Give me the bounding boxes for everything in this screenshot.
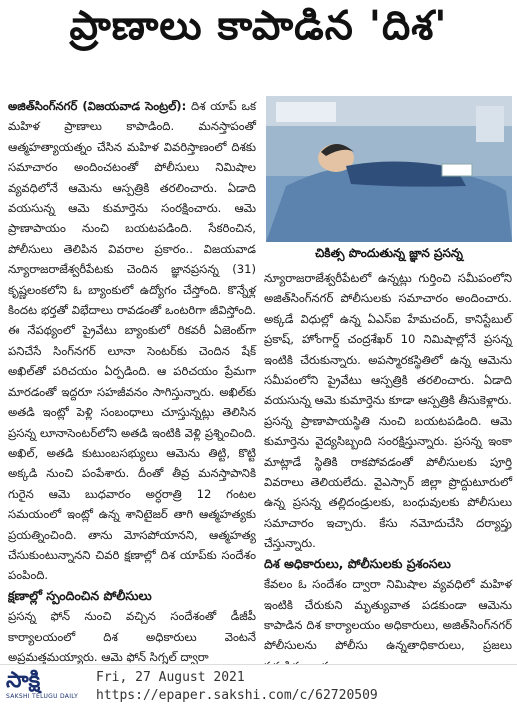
article-text-4: కేవలం ఓ సందేశం ద్వారా నిమిషాల వ్యవధిలో మహిళ ఇంటికి చేరుకుని మృత్యువాత పడకుండా ఆమెను కాపాడిన దిశ కార్యాలయం అధికారులు, అజిత్‌సింగ్‌నగర్ పోలీసులను పోలీసు ఉన్నతాధికారులు, ప్రజలు [264,577,512,653]
article-body-left [8,96,256,586]
photo-caption: చికిత్స పొందుతున్న జ్ఞాన ప్రసన్న [315,246,463,260]
left-column [8,96,256,667]
article-text-1: దిశ యాప్ ఒక మహిళ ప్రాణాలు కాపాడింది. మనస్తాపంతో ఆత్మహత్యాయత్నం చేసిన మహిళ వివరిస్తాణంలో దిశకు సమాచారం అందించటంతో పోలీసులు నిమిషాల వ్యవధిలోనే ఆమెను ఆస్పత్రికి తరలించారు. ఏడాది వయసున్న ఆమె కుమార్తెను సంరక్షించారు. ఆమె ప్రాణాపాయం నుంచి బయటపడింది. సేకరించిన, పోలీసులు తెలిపిన వివరాల ప్రకారం.. విజయవాడ న్యూరాజరాజేశ్వరీపేటకు చెందిన జ్ఞానప్రసన్న (31) కృష్ణలంకలోని ఓ బ్యాంకులో ఉద్యోగం చేస్తోంది. కొన్నేళ్ల కిందట భర్తతో విభేదాలు రావడంతో ఒంటరిగా జీవిస్తోంది. ఈ నేపథ్యంలో ప్రైవేటు బ్యాంకులో రికవరీ ఏజెంట్‌గా పనిచేసే సింగ్‌నగర్ లూనా సెంటర్‌కు చెందిన షేక్ అఖిల్‌తో పరిచయం ఏర్పడింది. ఆ పరిచయం ప్రేమగా మారడంతో ఇద్దరూ సహజీవనం సాగిస్తున్నారు. అఖిల్‌కు అతడి ఇంట్లో పెళ్లి సంబంధాలు చూస్తున్నట్లు తెలిసిన ప్రసన్న లూనాసెంటర్‌లోని అతడి ఇంటికి వెళ్లి ప్రశ్నించింది. అఖిల్, అతడి కుటుంబసభ్యులు ఆమెను తిట్టి, కొట్టి అక్కడి నుంచి పంపేశారు. దీంతో తీవ్ర మనస్తాపానికి గురైన ఆమె బుధవారం అర్ధరాత్రి 12 గంటల సమయంలో ఇంట్లో ఉన్న శానిటైజర్ తాగి ఆత్మహత్యకు ప్రయత్నించింది. తాను మోసపోయానని, ఆత్మహత్య చేసుకుంటున్నానని చివరి క్షణాల్లో దిశ యాప్‌కు సందేశం పంపింది. [8,99,256,583]
subhead-right: దిశ అధికారులు, పోలీసులకు ప్రశంసలు [264,555,451,571]
news-photo [266,96,512,242]
right-column [264,268,512,676]
logo-text: సాక్షి [6,668,41,693]
article-text-2: ప్రసన్న ఫోన్ నుంచి వచ్చిన సందేశంతో డీజీపీ కార్యాలయంలో దిశ అధికారులు వెంటనే అప్రమత్తమయ్యారు. ఆమె ఫోన్ సిగ్నల్ ద్వారా [8,609,256,664]
epaper-url[interactable]: https://epaper.sakshi.com/c/62720509 [96,688,378,703]
logo-subtext: SAKSHI TELUGU DAILY [6,693,79,700]
headline: ప్రాణాలు కాపాడిన 'దిశ' [69,3,448,49]
footer [0,664,517,709]
sakshi-logo [6,669,82,707]
hospital-patient-photo [266,96,512,242]
article-text-3: న్యూరాజరాజేశ్వరీపేటలో ఉన్నట్లు గుర్తించి సమీపంలోని అజిత్‌సింగ్‌నగర్ పోలీసులకు సమాచారం అందించారు. అక్కడే విధుల్లో ఉన్న ఏఎస్‌ఐ హేమచంద్, కానిస్టేబుల్ ప్రకాష్, హోంగార్డ్ చంద్రశేఖర్ 10 నిమిషాల్లోనే ప్రసన్న ఇంటికి చేరుకున్నారు. అపస్మారకస్థితిలో ఉన్న ఆమెను సమీపంలోని ప్రైవేటు ఆస్పత్రికి తరలించారు. ఏడాది వయసున్న ఆమె కుమార్తెను కూడా ఆస్పత్రికి తీసుకెళ్లారు. ప్రసన్న ప్రాణాపాయస్థితి నుంచి బయటపడింది. ఆమె కుమార్తెను వైద్యసిబ్బంది సంరక్షిస్తున్నారు. ప్రసన్న ఇంకా మాట్లాడే స్థితికి రాకపోవడంతో పోలీసులకు పూర్తి వివరాలు తెలియలేదు. వైఎస్సార్ జిల్లా ప్రొద్దుటూరులో ఉన్న ప్రసన్న తల్లిదండ్రులకు, బంధువులకు పోలీసులు సమాచారం ఇచ్చారు. కేసు నమోదుచేసి దర్యాప్తు చేస్తున్నారు. [264,271,512,551]
publication-date: Fri, 27 August 2021 [96,670,245,685]
footer-meta [96,669,378,705]
dateline: అజిత్‌సింగ్‌నగర్ (విజయవాడ సెంట్రల్): [8,99,187,113]
subhead-left: క్షణాల్లో స్పందించిన పోలీసులు [8,587,152,603]
